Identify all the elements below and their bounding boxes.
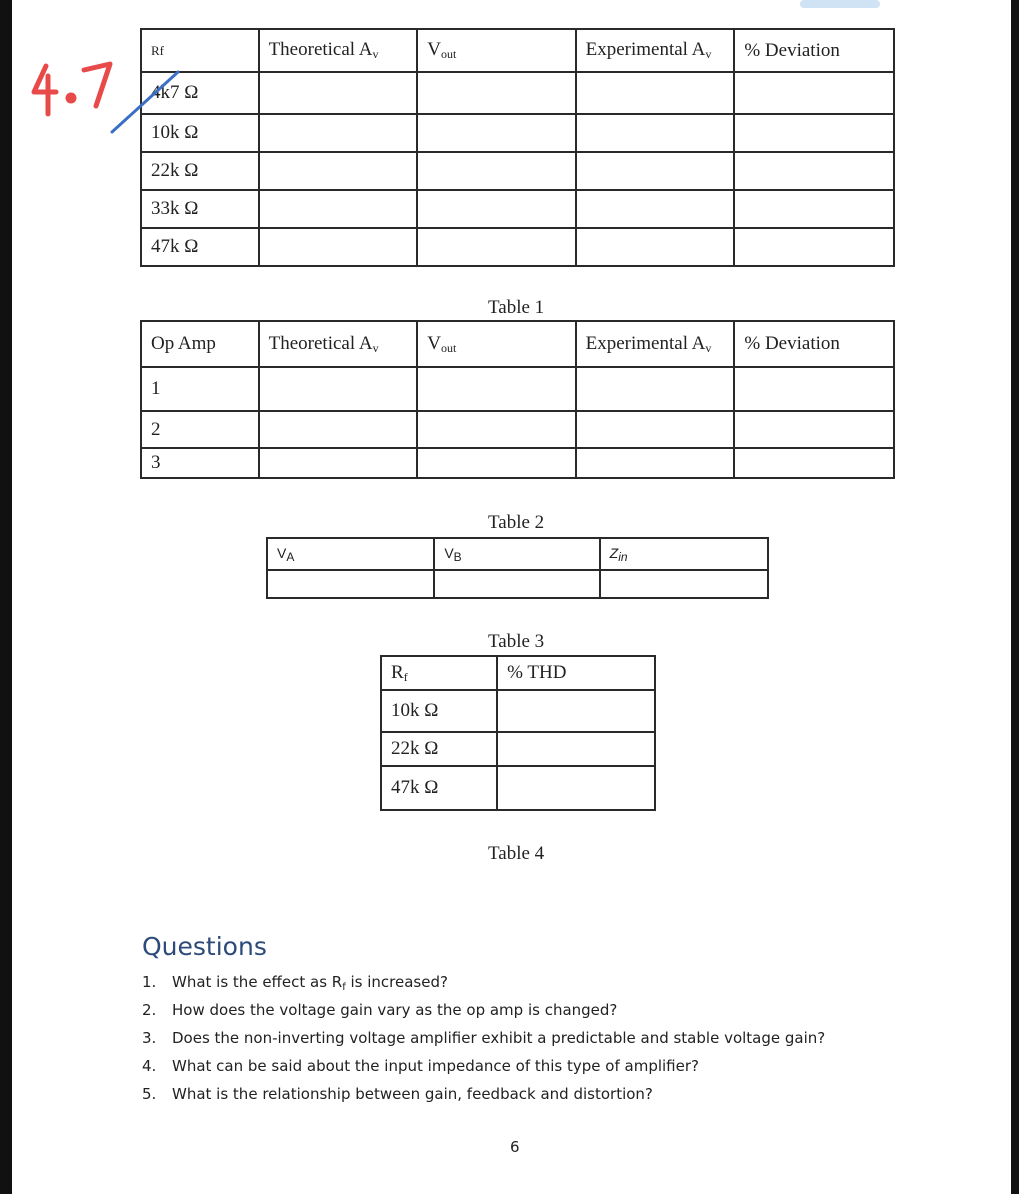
cell bbox=[417, 367, 575, 411]
header-deviation: % Deviation bbox=[734, 29, 894, 72]
cell bbox=[259, 72, 418, 114]
cell bbox=[734, 114, 894, 152]
row-label: 10k Ω bbox=[381, 690, 497, 732]
cell bbox=[417, 114, 575, 152]
cell bbox=[734, 411, 894, 448]
table-row bbox=[141, 72, 894, 114]
header-thd: % THD bbox=[497, 656, 655, 690]
table-2 bbox=[140, 320, 895, 479]
table-3-caption: Table 3 bbox=[488, 631, 545, 652]
handwritten-annotation bbox=[28, 56, 188, 146]
questions-heading: Questions bbox=[142, 932, 267, 961]
row-label: 47k Ω bbox=[141, 228, 259, 266]
table-4-header-row bbox=[381, 656, 655, 690]
cell bbox=[576, 411, 735, 448]
header-op-amp: Op Amp bbox=[141, 321, 259, 367]
row-label: 2 bbox=[141, 411, 259, 448]
cell bbox=[259, 411, 418, 448]
table-1-header-row bbox=[141, 29, 894, 72]
cell bbox=[259, 228, 418, 266]
left-edge bbox=[0, 0, 12, 1194]
cell bbox=[417, 228, 575, 266]
table-row bbox=[141, 228, 894, 266]
cell bbox=[434, 570, 599, 598]
cell bbox=[576, 448, 735, 478]
table-row bbox=[141, 367, 894, 411]
cell bbox=[734, 72, 894, 114]
decorative-smudge bbox=[800, 0, 880, 8]
cell bbox=[734, 190, 894, 228]
table-row bbox=[141, 114, 894, 152]
table-1-caption: Table 1 bbox=[488, 297, 545, 318]
list-item: 3. Does the non-inverting voltage amplifier exhibit a predictable and stable voltage gain? bbox=[142, 1029, 826, 1047]
cell bbox=[417, 152, 575, 190]
cell bbox=[734, 228, 894, 266]
list-item: 4. What can be said about the input impedance of this type of amplifier? bbox=[142, 1057, 699, 1075]
cell bbox=[600, 570, 768, 598]
list-item: 5. What is the relationship between gain, feedback and distortion? bbox=[142, 1085, 653, 1103]
row-label: 3 bbox=[141, 448, 259, 478]
cell bbox=[259, 152, 418, 190]
cell bbox=[259, 190, 418, 228]
header-experimental-av: Experimental $A_v$ bbox=[576, 29, 735, 72]
cell bbox=[417, 190, 575, 228]
row-label: 47k Ω bbox=[381, 766, 497, 810]
table-row bbox=[381, 690, 655, 732]
header-deviation: % Deviation bbox=[734, 321, 894, 367]
cell bbox=[576, 114, 735, 152]
cell bbox=[259, 114, 418, 152]
header-rf: Rf bbox=[141, 29, 259, 72]
header-vout: $V_{out}$ bbox=[417, 29, 575, 72]
table-row bbox=[141, 448, 894, 478]
table-2-header-row bbox=[141, 321, 894, 367]
table-row bbox=[141, 190, 894, 228]
list-item: 2. How does the voltage gain vary as the op amp is changed? bbox=[142, 1001, 618, 1019]
cell bbox=[576, 72, 735, 114]
header-va: $V_A$ bbox=[267, 538, 434, 570]
right-edge bbox=[1011, 0, 1019, 1194]
table-4 bbox=[380, 655, 656, 811]
header-theoretical-av: Theoretical $A_v$ bbox=[259, 29, 418, 72]
table-2-caption: Table 2 bbox=[488, 512, 545, 533]
table-1 bbox=[140, 28, 895, 267]
cell bbox=[734, 152, 894, 190]
page-number: 6 bbox=[510, 1138, 520, 1156]
cell bbox=[267, 570, 434, 598]
cell bbox=[417, 72, 575, 114]
cell bbox=[417, 411, 575, 448]
table-row bbox=[381, 732, 655, 766]
row-label: 4k7 Ω bbox=[141, 72, 259, 114]
header-rf: $R_f$ bbox=[381, 656, 497, 690]
cell bbox=[259, 367, 418, 411]
table-4-caption: Table 4 bbox=[488, 843, 545, 864]
table-row bbox=[381, 766, 655, 810]
row-label: 10k Ω bbox=[141, 114, 259, 152]
row-label: 22k Ω bbox=[141, 152, 259, 190]
row-label: 1 bbox=[141, 367, 259, 411]
cell bbox=[497, 732, 655, 766]
header-vb: $V_B$ bbox=[434, 538, 599, 570]
table-row bbox=[141, 152, 894, 190]
cell bbox=[497, 690, 655, 732]
cell bbox=[734, 367, 894, 411]
header-vout: $V_{out}$ bbox=[417, 321, 575, 367]
header-experimental-av: Experimental $A_v$ bbox=[576, 321, 735, 367]
cell bbox=[576, 152, 735, 190]
table-row bbox=[141, 411, 894, 448]
table-3-header-row bbox=[267, 538, 768, 570]
cell bbox=[734, 448, 894, 478]
header-theoretical-av: Theoretical $A_v$ bbox=[259, 321, 418, 367]
cell bbox=[417, 448, 575, 478]
row-label: 33k Ω bbox=[141, 190, 259, 228]
cell bbox=[576, 367, 735, 411]
questions-list bbox=[142, 972, 825, 1112]
cell bbox=[576, 190, 735, 228]
table-3 bbox=[266, 537, 769, 599]
header-zin: $Z_{in}$ bbox=[600, 538, 768, 570]
cell bbox=[576, 228, 735, 266]
cell bbox=[259, 448, 418, 478]
row-label: 22k Ω bbox=[381, 732, 497, 766]
table-row bbox=[267, 570, 768, 598]
cell bbox=[497, 766, 655, 810]
list-item: 1. What is the effect as $R_f$ is increased? bbox=[142, 973, 448, 993]
